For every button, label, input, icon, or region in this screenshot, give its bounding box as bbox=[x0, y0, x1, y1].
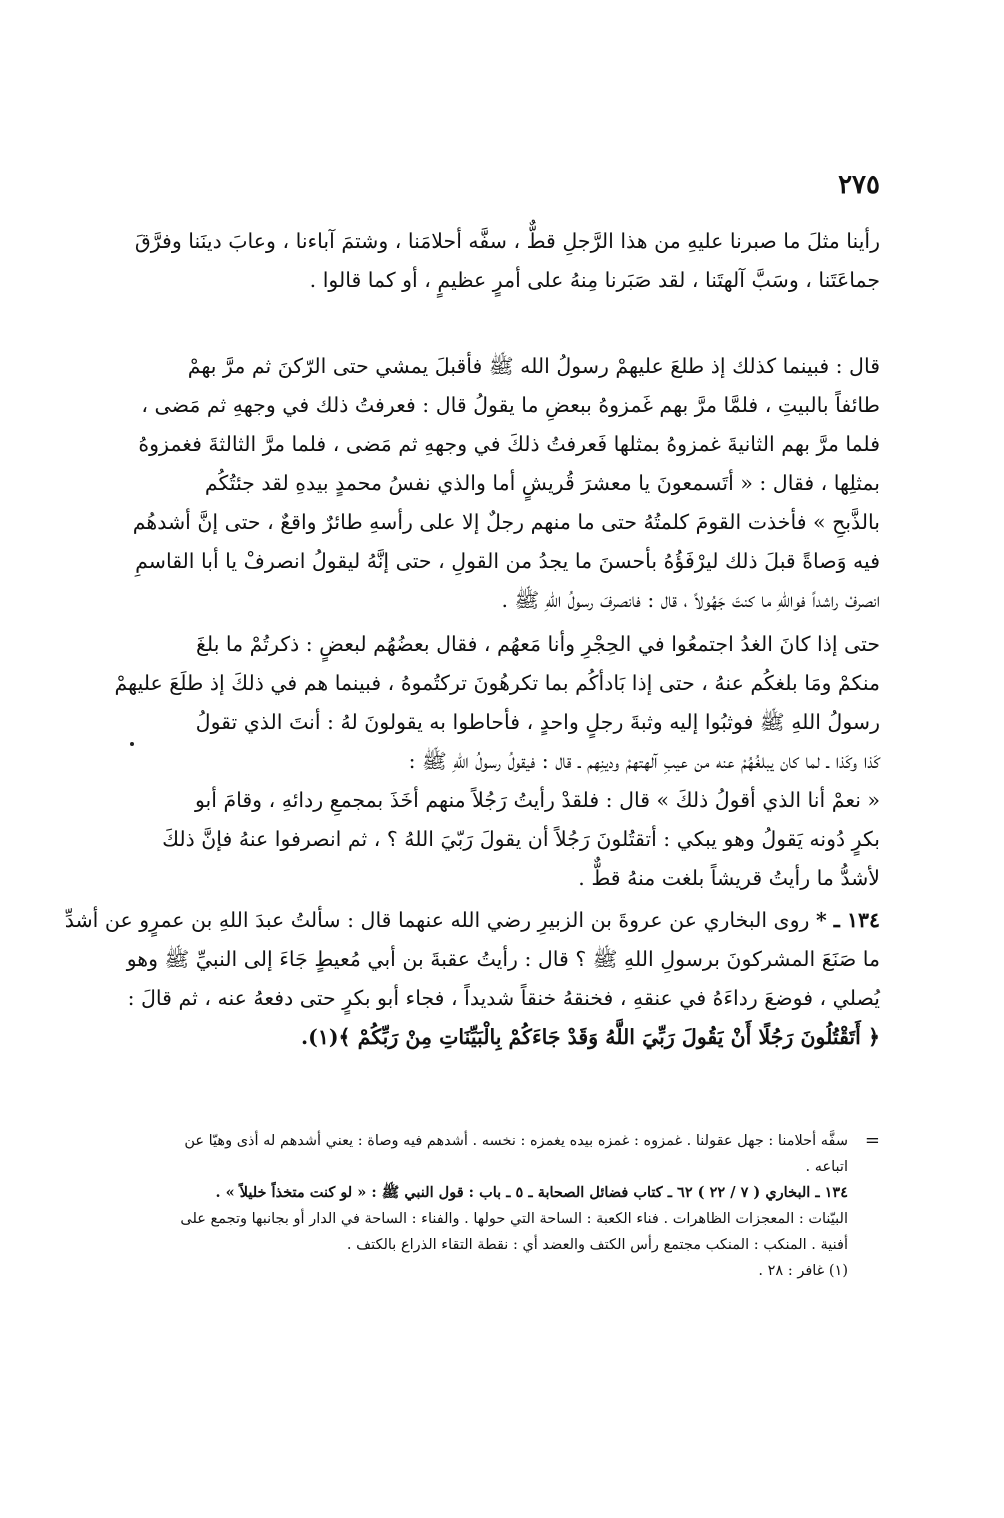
text-line: « نعمْ أنا الذي أقولُ ذلكَ » قال : فلقدْ رأيتُ رَجُلاً منهم أخَذَ بمجمعِ ردائهِ ، وقامَ أبو bbox=[194, 788, 880, 812]
text-line: جماعَتَنا ، وسَبَّ آلهتَنا ، لقد صَبَرنا مِنهُ على أمرٍ عظيمٍ ، أو كما قالوا . bbox=[309, 268, 880, 292]
text-line: طائفاً بالبيتِ ، فلمَّا مرَّ بهم غَمزوهُ ببعضِ ما يقولُ قال : فعرفتُ ذلك في وجههِ ثم مَضى ، bbox=[141, 393, 880, 417]
text-line: انصرفْ راشداً فواللهِ ما كنتَ جَهُولاً ، قال : فانصرفَ رسولُ اللهِ ﷺ . bbox=[501, 588, 880, 612]
text-line: بمثلِها ، فقال : « أتَسمعونَ يا معشرَ قُريشٍ أما والذي نفسُ محمدٍ بيدهِ لقد جئتُكُم bbox=[204, 471, 880, 495]
paragraph-1 bbox=[134, 222, 880, 300]
stray-dot bbox=[130, 742, 134, 746]
footnote-line: سفَّه أحلامنا : جهل عقولنا . غمزوه : غمزه بيده يغمزه : نخسه . أشدهم فيه وصاة : يعني أشدهم له أذى وهيّا عن bbox=[184, 1133, 848, 1149]
text-line bbox=[64, 901, 880, 940]
footnote-continuation-mark: = bbox=[864, 1130, 880, 1151]
text-line: يُصلي ، فوضعَ رداءَهُ في عنقهِ ، فخنقهُ خنقاً شديداً ، فجاء أبو بكرٍ حتى دفعهُ عنه ، ثم قالَ : bbox=[127, 986, 880, 1010]
quran-verse: ﴿ أَتَقْتُلُونَ رَجُلًا أَنْ يَقُولَ رَبِّيَ اللَّهُ وَقَدْ جَاءَكُمْ بِالْبَيِّنَاتِ مِنْ رَبِّكُمْ ﴾(١). bbox=[300, 1025, 880, 1049]
text-line: لأشدُّ ما رأيتُ قريشاً بلغت منهُ قطٌّ . bbox=[578, 866, 880, 890]
footnote-line: أفنية . المنكب : المنكب مجتمع رأس الكتف والعضد أي : نقطة التقاء الذراع بالكتف . bbox=[346, 1237, 848, 1253]
paragraph-3 bbox=[114, 625, 880, 898]
footnotes bbox=[160, 1128, 848, 1284]
text-line: بالذَّبحِ » فأخذت القومَ كلمتُهُ حتى ما منهم رجلٌ إلا على رأسهِ طائرٌ واقعٌ ، حتى إنَّ أشدهُم bbox=[132, 510, 880, 534]
text-line: بكرٍ دُونه يَقولُ وهو يبكي : أتقتُلونَ رَجُلاً أن يقولَ رَبّيَ اللهُ ؟ ، ثم انصرفوا عنهُ فإنَّ ذلكَ bbox=[162, 827, 880, 851]
text-line: قال : فبينما كذلك إذ طلعَ عليهمْ رسولُ الله ﷺ فأقبلَ يمشي حتى الرّكنَ ثم مرَّ بهمْ bbox=[187, 354, 880, 378]
text-line: فيه وَصاةً قبلَ ذلك ليرْفَؤُهُ بأحسنَ ما يجدُ من القولِ ، حتى إنَّهُ ليقولُ انصرفْ يا أبا القاسمِ bbox=[135, 549, 880, 573]
footnote-line: البيّنات : المعجزات الظاهرات . فناء الكعبة : الساحة التي حولها . والفناء : الساحة في الدار أو بجانبها وتجمع على bbox=[180, 1211, 848, 1227]
footnote-line: اتباعه . bbox=[805, 1159, 848, 1175]
text-line: رسولُ اللهِ ﷺ فوثبُوا إليه وثبةَ رجلٍ واحدٍ ، فأحاطوا به يقولونَ لهُ : أنتَ الذي تقولُ bbox=[195, 710, 880, 734]
text-line: كَذا وكَذا ـ لما كان يبلغُهُمْ عنه من عيبِ آلهتهمْ ودينِهم ـ قال : فيقولُ رسولُ اللهِ ﷺ : bbox=[408, 749, 880, 773]
text-line: ما صَنَعَ المشركونَ برسولِ اللهِ ﷺ ؟ قال : رأيتُ عقبةَ بن أبي مُعيطٍ جَاءَ إلى النبيِّ ﷺ وهو bbox=[126, 947, 880, 971]
text-line: فلما مرَّ بهم الثانيةَ غمزوهُ بمثلها فَعرفتُ ذلكَ في وجههِ ثم مَضى ، فلما مرَّ الثالثةَ فغمزوهُ bbox=[138, 432, 880, 456]
text-line: منكمْ ومَا بلغكُم عنهُ ، حتى إذا بَادأكُم بما تكرهُونَ تركتُموهُ ، فبينما هم في ذلكَ إذ طلَعَ عليهمْ bbox=[114, 671, 880, 695]
footnote-quran-ref: (١) غافر : ٢٨ . bbox=[758, 1263, 848, 1279]
paragraph-2 bbox=[132, 347, 880, 620]
footnote-reference: ١٣٤ ـ البخاري ( ٧ / ٢٢ ) ٦٢ ـ كتاب فضائل الصحابة ـ ٥ ـ باب : قول النبي ﷺ : « لو كنت متخذاً خليلاً » . bbox=[215, 1184, 848, 1201]
text-line-content: روى البخاري عن عروةَ بن الزبيرِ رضي الله عنهما قال : سألتُ عبدَ اللهِ بن عمرٍو عن أشدِّ bbox=[64, 908, 810, 932]
text-line: رأينا مثلَ ما صبرنا عليهِ من هذا الرَّجلِ قطٌّ ، سفَّه أحلامَنا ، وشتمَ آباءنا ، وعابَ دينَنا وفرَّقَ bbox=[134, 229, 880, 253]
page-number: ٢٧٥ bbox=[838, 170, 880, 200]
hadith-134 bbox=[64, 901, 880, 1057]
hadith-number: ١٣٤ ـ * bbox=[815, 908, 880, 932]
text-line: حتى إذا كانَ الغدُ اجتمعُوا في الحِجْرِ وأنا مَعهُم ، فقال بعضُهُم لبعضٍ : ذكرتُمْ ما بلغَ bbox=[196, 632, 880, 656]
